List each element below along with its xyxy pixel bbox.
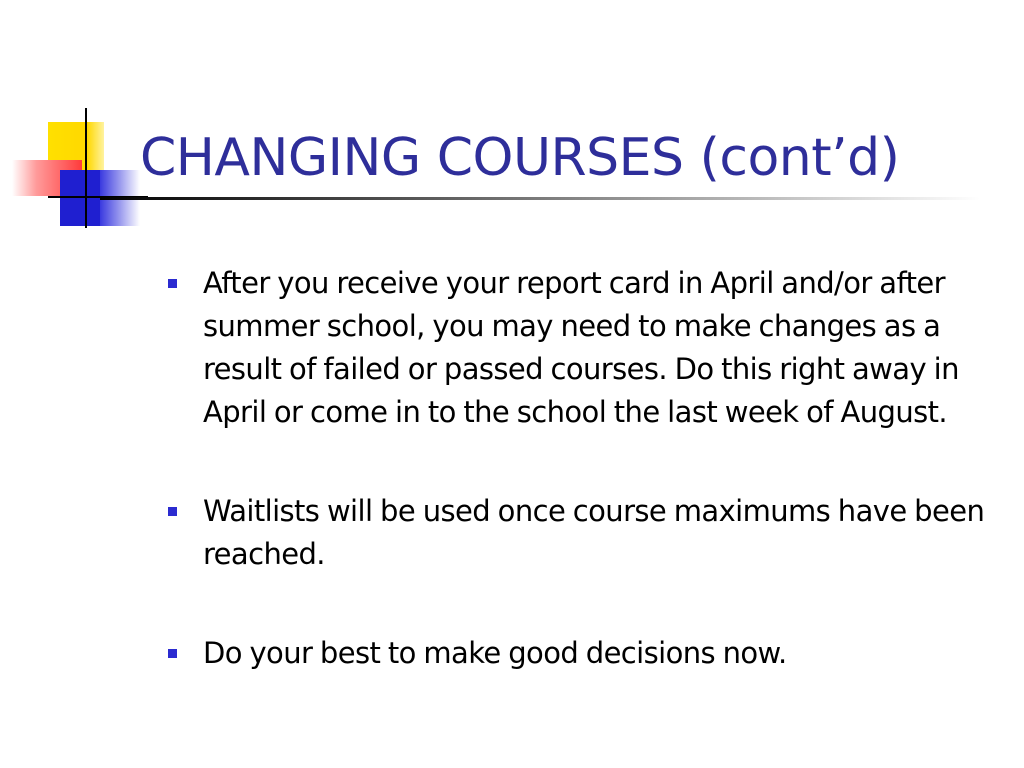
square-bullet-icon — [168, 507, 177, 516]
bullet-item-report-card — [165, 262, 1021, 434]
bullet-item-waitlists — [165, 490, 1021, 576]
decorative-squares-logo-icon — [0, 100, 150, 230]
logo-vertical-line — [85, 108, 87, 228]
bullet-text: Do your best to make good decisions now. — [203, 636, 787, 670]
bullet-text: Waitlists will be used once course maximums have been reached. — [203, 494, 985, 571]
bullet-text: After you receive your report card in April and/or after summer school, you may need to make changes as a result of failed or passed courses. Do this right away in April or come in to the school the last week of August. — [203, 266, 959, 429]
bullet-item-decisions — [165, 632, 1021, 675]
square-bullet-icon — [168, 649, 177, 658]
slide-title: CHANGING COURSES (cont’d) — [140, 128, 900, 188]
square-bullet-icon — [168, 279, 177, 288]
title-underline-divider — [100, 197, 980, 200]
bullet-list — [165, 262, 1015, 675]
logo-blue-square — [60, 170, 100, 226]
